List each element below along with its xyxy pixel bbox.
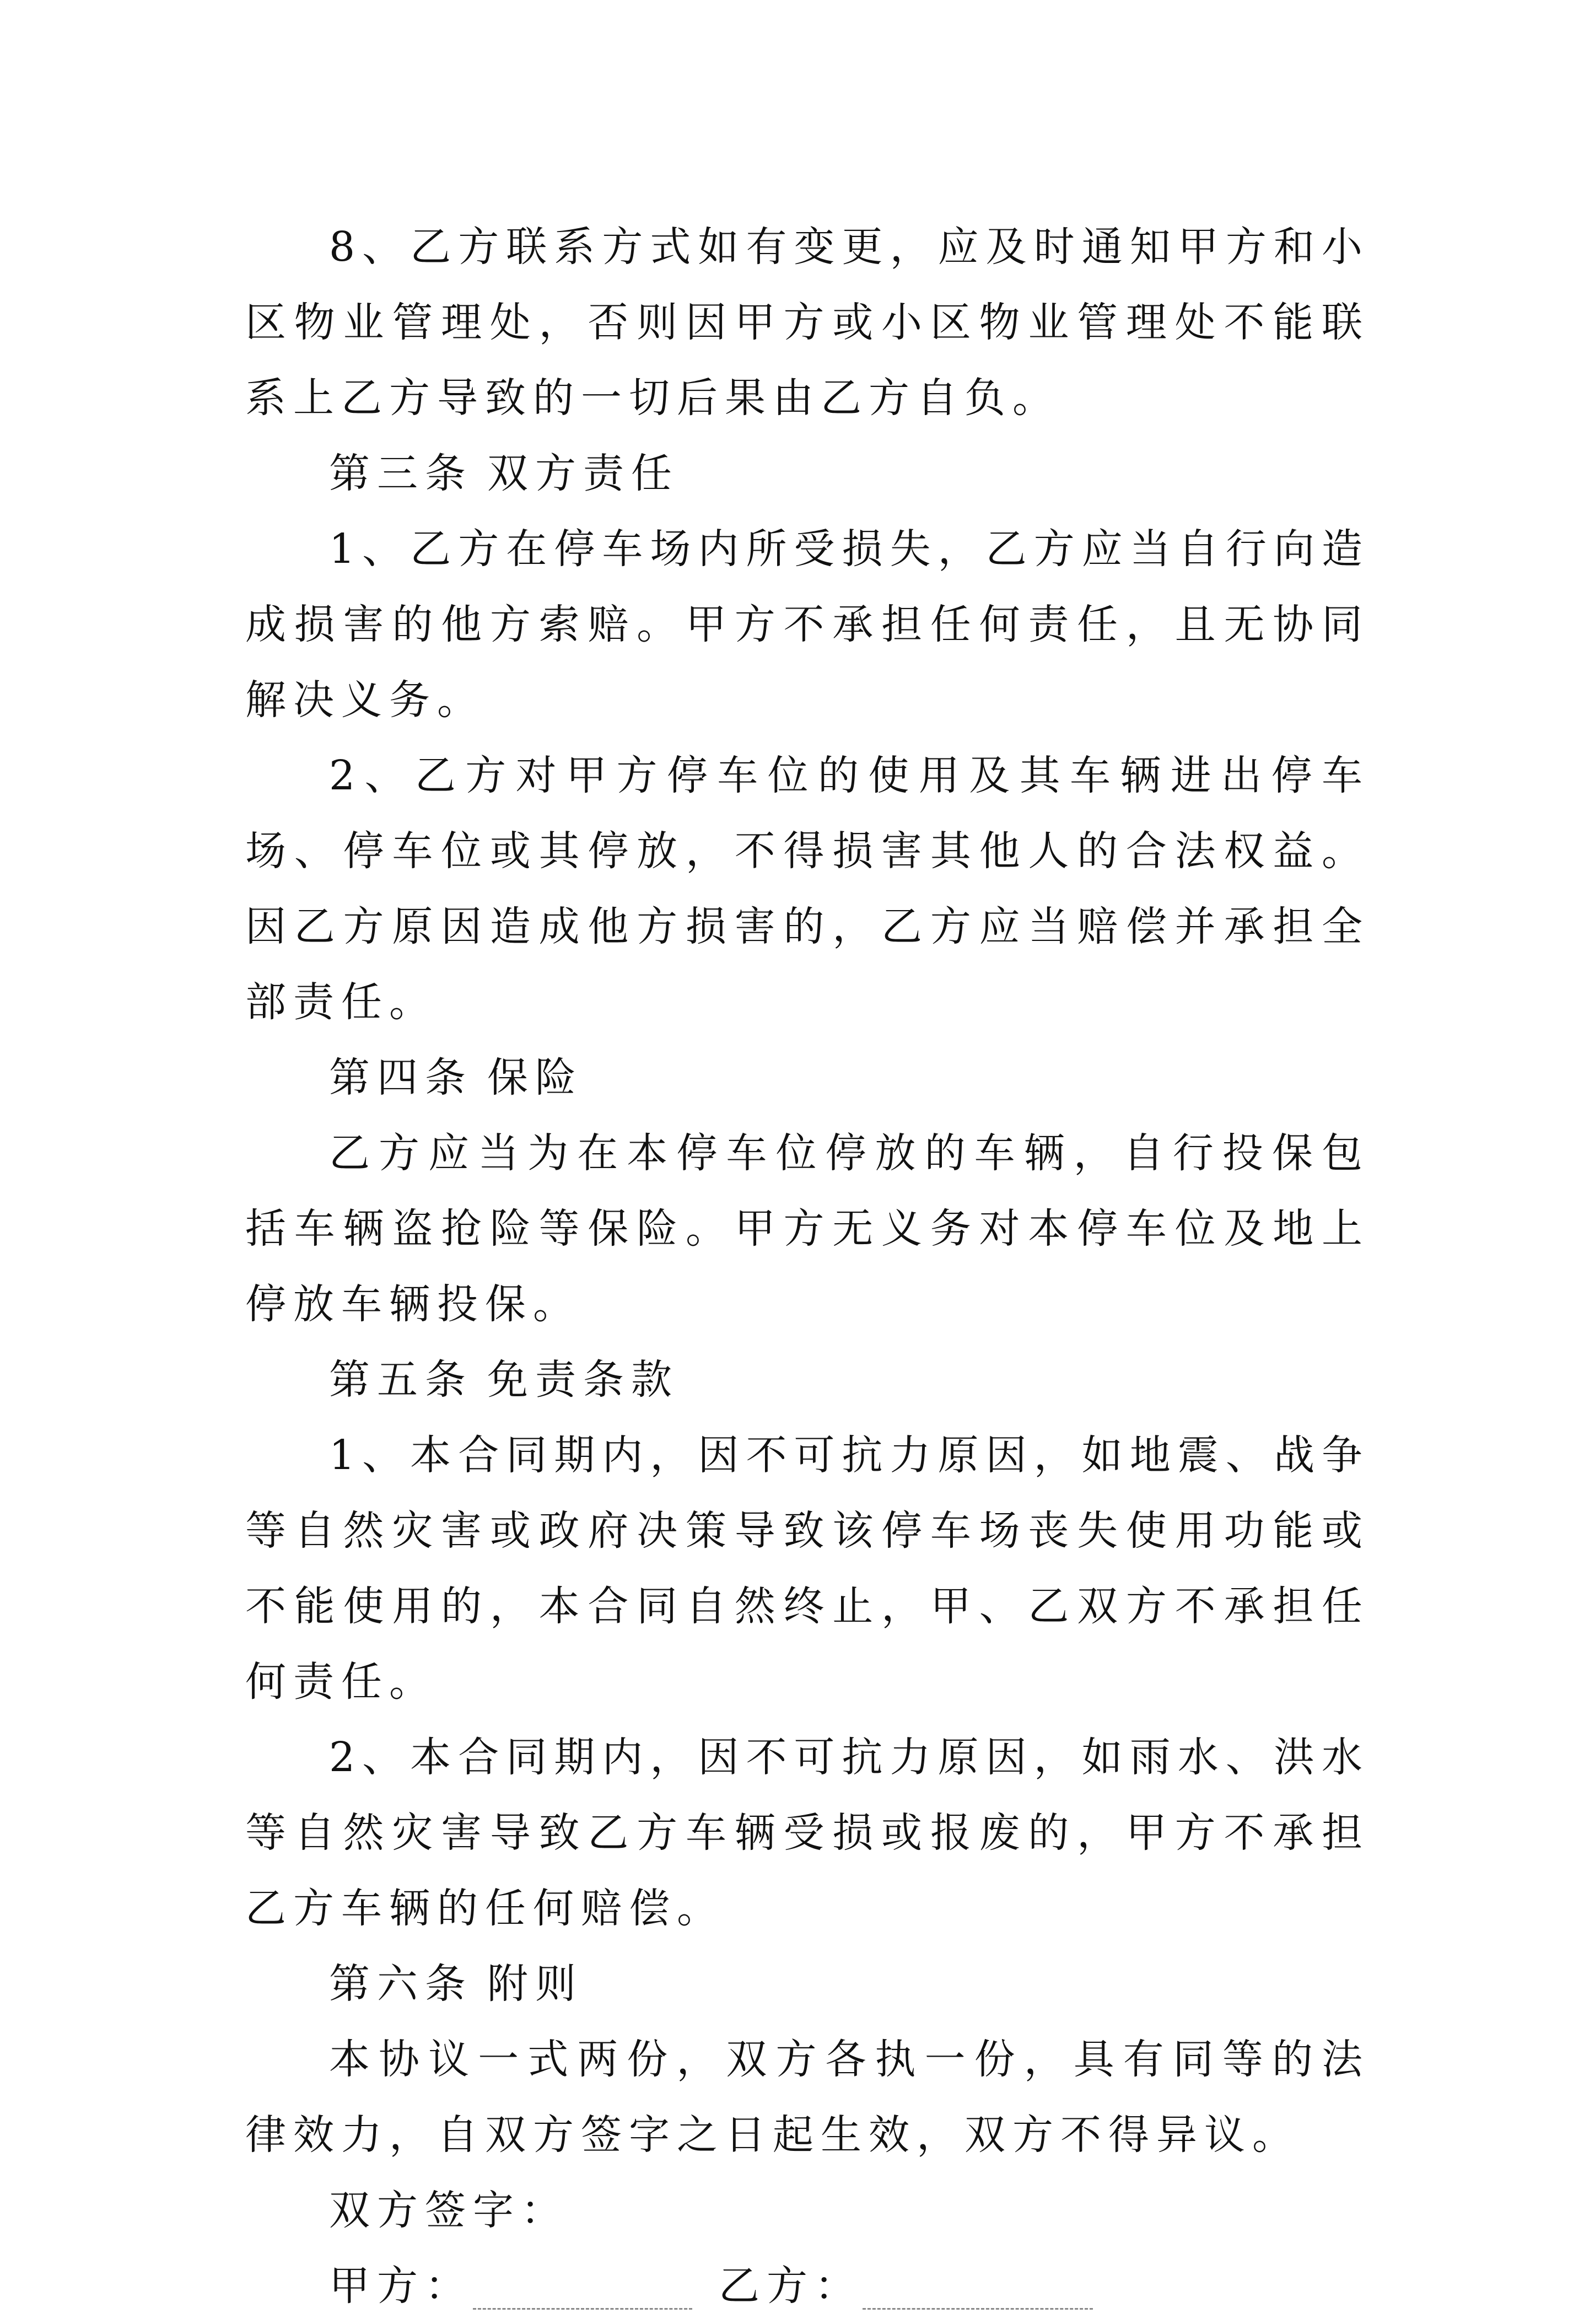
article-4-clause-1: 乙方应当为在本停车位停放的车辆，自行投保包括车辆盗抢险等保险。甲方无义务对本停车位及地上停放车辆投保。 — [245, 1129, 1370, 1328]
signature-heading: 双方签字： — [329, 2187, 569, 2234]
article-6-number: 第六条 — [329, 1960, 473, 2008]
article-6-heading — [245, 1946, 1370, 2022]
article-5-clause-2: 2、本合同期内，因不可抗力原因，如雨水、洪水等自然灾害导致乙方车辆受损或报废的，甲方不承担乙方车辆的任何赔偿。 — [245, 1734, 1370, 1932]
article-5-number: 第五条 — [329, 1356, 473, 1403]
party-a-label: 甲方： — [329, 2262, 473, 2310]
article-3-title: 双方责任 — [487, 450, 679, 497]
article-3-clause-2: 2、乙方对甲方停车位的使用及其车辆进出停车场、停车位或其停放，不得损害其他人的合法权益。因乙方原因造成他方损害的，乙方应当赔偿并承担全部责任。 — [245, 752, 1370, 1026]
article-4-number: 第四条 — [329, 1054, 473, 1101]
article-3-number: 第三条 — [329, 450, 473, 497]
contract-page — [245, 209, 1370, 2324]
article-6-clause-1: 本协议一式两份，双方各执一份，具有同等的法律效力，自双方签字之日起生效，双方不得异议。 — [245, 2036, 1370, 2159]
party-b-signature-line — [863, 2269, 1093, 2310]
article-5-clause-1: 1、本合同期内，因不可抗力原因，如地震、战争等自然灾害或政府决策导致该停车场丧失使用功能或不能使用的，本合同自然终止，甲、乙双方不承担任何责任。 — [245, 1432, 1370, 1706]
article-3-heading — [245, 436, 1370, 512]
article-5-heading — [245, 1342, 1370, 1418]
article-4-heading — [245, 1040, 1370, 1116]
party-a-signature-line — [473, 2269, 692, 2310]
article-3-clause-1: 1、乙方在停车场内所受损失，乙方应当自行向造成损害的他方索赔。甲方不承担任何责任，且无协同解决义务。 — [245, 525, 1370, 724]
party-b-label: 乙方： — [719, 2262, 863, 2310]
article-6-title: 附则 — [487, 1960, 583, 2008]
article-5-title: 免责条款 — [487, 1356, 679, 1403]
article-4-title: 保险 — [487, 1054, 583, 1101]
clause-8-paragraph: 8、乙方联系方式如有变更，应及时通知甲方和小区物业管理处，否则因甲方或小区物业管理处不能联系上乙方导致的一切后果由乙方自负。 — [245, 223, 1370, 422]
signature-row — [245, 2248, 1370, 2324]
